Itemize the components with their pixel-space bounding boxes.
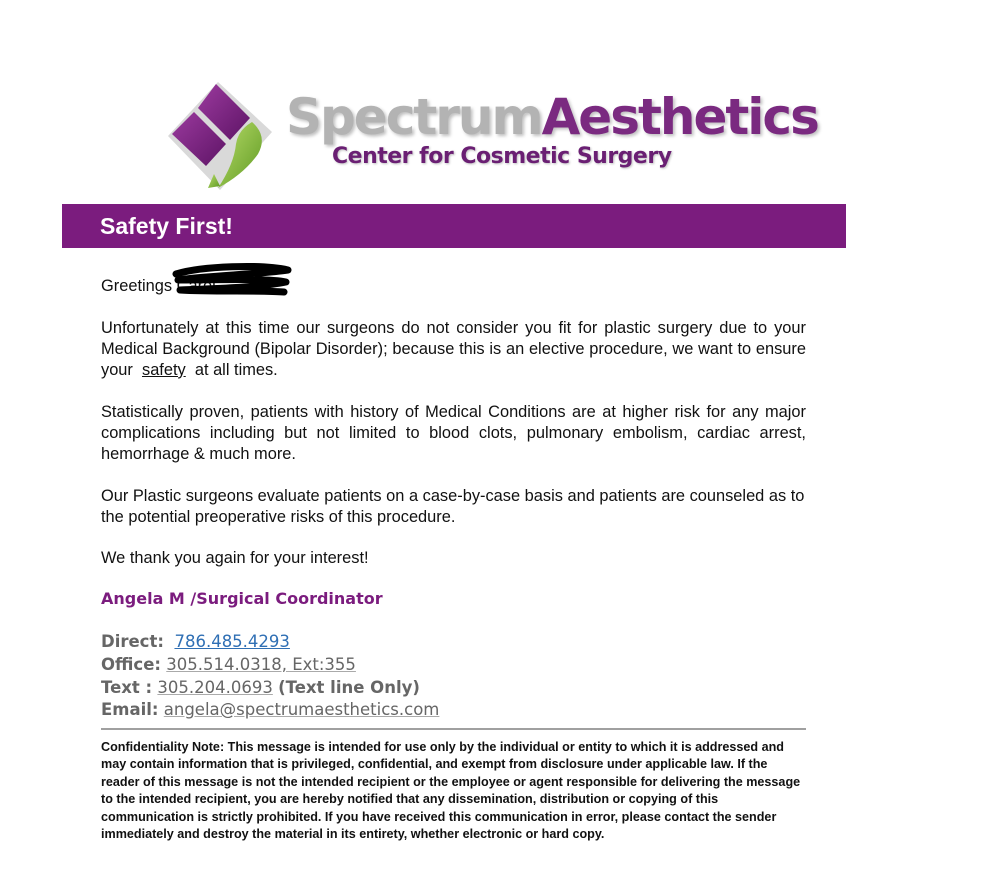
company-logo — [160, 78, 818, 196]
diamond-logo-icon — [160, 78, 280, 193]
paragraph-2: Statistically proven, patients with history of Medical Conditions are at higher risk for any major complications including but not limited to blood clots, pulmonary embolism, cardiac arrest, hemorrhage & much more. — [101, 403, 806, 463]
paragraph-1-end: at all times. — [194, 361, 278, 379]
brand-name — [286, 88, 818, 146]
signature-name: Angela M /Surgical Coordinator — [101, 589, 383, 608]
greeting-name: Carol, — [176, 277, 221, 295]
contact-office — [101, 654, 356, 676]
contact-text — [101, 677, 420, 699]
paragraph-1 — [101, 318, 806, 381]
header-banner — [62, 204, 846, 248]
confidentiality-note: Confidentiality Note: This message is intended for use only by the individual or entity to which it is addressed and may contain information that is privileged, confidential, and exempt from disclosure under applicable law. If the reader of this message is not the intended recipient or the employee or agent responsible for delivering the message to the intended recipient, you are hereby notified that any dissemination, distribution or copying of this communication is strictly prohibited. If you have received this communication in error, please contact the sender immediately and destroy the material in its entirety, whether electronic or hard copy. — [101, 740, 801, 842]
direct-label: Direct: — [101, 632, 164, 651]
divider — [101, 728, 806, 730]
greeting-prefix: Greetings — [101, 277, 173, 295]
text-label: Text : — [101, 678, 153, 697]
brand-name-part2: Aesthetics — [541, 88, 818, 146]
paragraph-4: We thank you again for your interest! — [101, 549, 369, 567]
direct-phone-link[interactable]: 786.485.4293 — [174, 632, 290, 651]
office-phone[interactable]: 305.514.0318, Ext:355 — [166, 655, 356, 674]
contact-email — [101, 699, 439, 721]
contact-direct — [101, 631, 290, 653]
text-line-note: (Text line Only) — [278, 678, 420, 697]
paragraph-1-text: Unfortunately at this time our surgeons do not consider you fit for plastic surgery due to your Medical Background (Bipolar Disorder); because this is an elective procedure, we want to ensure your — [101, 319, 806, 379]
text-phone[interactable]: 305.204.0693 — [157, 678, 273, 697]
safety-link[interactable]: safety — [142, 361, 186, 379]
email-link[interactable]: angela@spectrumaesthetics.com — [163, 700, 440, 719]
banner-title: Safety First! — [100, 213, 233, 239]
paragraph-3: Our Plastic surgeons evaluate patients on a case-by-case basis and patients are counseled as to the potential preoperative risks of this procedure. — [101, 487, 805, 526]
brand-name-part1: Spectrum — [286, 88, 542, 146]
redaction-scribble — [172, 262, 292, 298]
brand-tagline: Center for Cosmetic Surgery — [332, 144, 672, 169]
office-label: Office: — [101, 655, 161, 674]
email-label: Email: — [101, 700, 159, 719]
